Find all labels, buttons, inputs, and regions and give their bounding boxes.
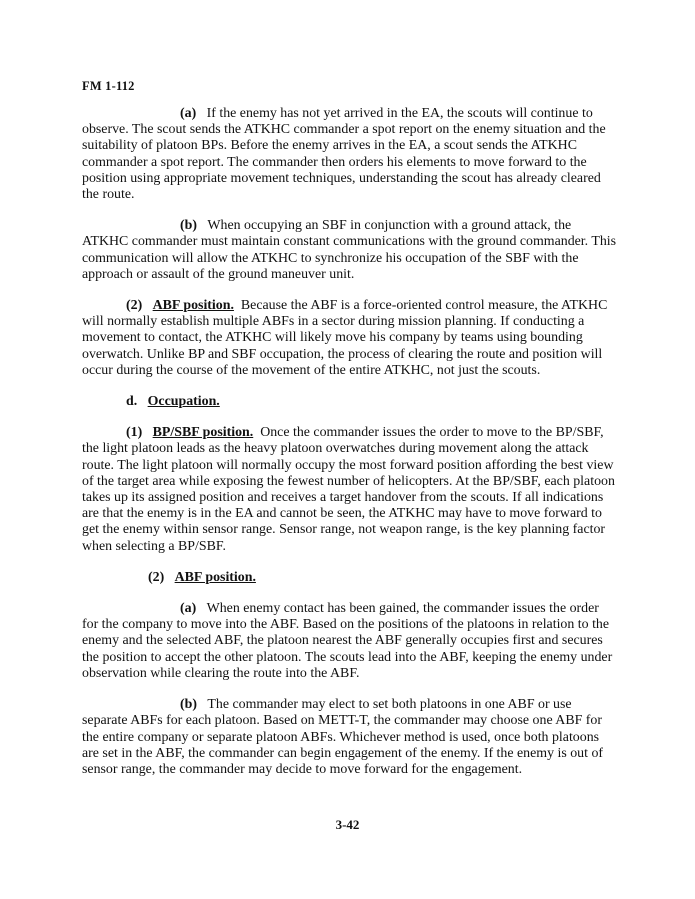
paragraph-a-enemy-contact [82,601,618,682]
document-body [82,106,618,793]
paragraph-title: BP/SBF position. [152,425,254,441]
section-title: Occupation. [147,394,220,410]
paragraph-label: (2) [126,298,143,314]
paragraph-b-occupying-sbf [82,218,618,283]
paragraph-b-both-platoons [82,697,618,778]
subheading-abf-position [82,570,618,586]
page-number: 3-42 [335,817,360,832]
paragraph-text: If the enemy has not yet arrived in the EA, the scouts will continue to observe. The scout sends the ATKHC commander a spot report on the enemy situation and the suitability of platoon BPs. Before the enemy arrives in the EA, a scout sends the ATKHC commander a spot report. The commander then orders his elements to move forward to the position using appropriate movement techniques, understanding the scout has already cleared the route. [82,106,606,203]
paragraph-text: When occupying an SBF in conjunction with a ground attack, the ATKHC commander must maintain constant communications with the ground commander. This communication will allow the ATKHC to synchronize his occupation of the SBF with the approach or assault of the ground maneuver unit. [82,218,617,282]
paragraph-text: When enemy contact has been gained, the commander issues the order for the company to move into the ABF. Based on the positions of the platoons in relation to the enemy and the selected ABF, the platoon nearest the ABF generally occupies first and secures the position to accept the other platoon. The scouts lead into the ABF, keeping the enemy under observation while clearing the route into the ABF. [82,601,613,681]
section-label: d. [126,394,138,410]
paragraph-text: The commander may elect to set both platoons in one ABF or use separate ABFs for each platoon. Based on METT-T, the commander may choose one ABF for the entire company or separate platoon ABFs. Whichever method is used, once both platoons are set in the ABF, the commander can begin engagement of the enemy. If the enemy is out of sensor range, the commander may decide to move forward for the engagement. [82,697,604,777]
paragraph-2-abf-position [82,298,618,379]
paragraph-label: (b) [180,218,197,234]
paragraph-text: Because the ABF is a force-oriented control measure, the ATKHC will normally establish multiple ABFs in a sector during mission planning. If conducting a movement to contact, the ATKHC will likely move his company by teams using bounding overwatch. Unlike BP and SBF occupation, the process of clearing the route and position will occur during the course of the movement of the entire ATKHC, not just the scouts. [82,298,608,378]
paragraph-label: (a) [180,601,197,617]
paragraph-title: ABF position. [152,298,234,314]
page-header [82,79,135,94]
paragraph-label: (a) [180,106,197,121]
paragraph-label: (1) [126,425,143,441]
page-footer [0,817,695,833]
manual-id: FM 1-112 [82,79,135,93]
paragraph-1-bp-sbf-position [82,425,618,555]
section-heading-occupation [82,394,618,410]
paragraph-a-enemy-not-arrived [82,106,618,203]
subheading-label: (2) [148,569,165,585]
paragraph-text: Once the commander issues the order to move to the BP/SBF, the light platoon leads as the heavy platoon overwatches during movement along the attack route. The light platoon will normally occupy the most forward position affording the best view of the target area while exposing the fewest number of helicopters. At the BP/SBF, each platoon takes up its assigned position and receives a target handover from the scouts. If all indications are that the enemy is in the EA and cannot be seen, the ATKHC may have to move forward to get the enemy within sensor range. Sensor range, not weapon range, is the key planning factor when selecting a BP/SBF. [82,425,615,554]
paragraph-label: (b) [180,697,197,713]
subheading-title: ABF position. [174,569,256,585]
